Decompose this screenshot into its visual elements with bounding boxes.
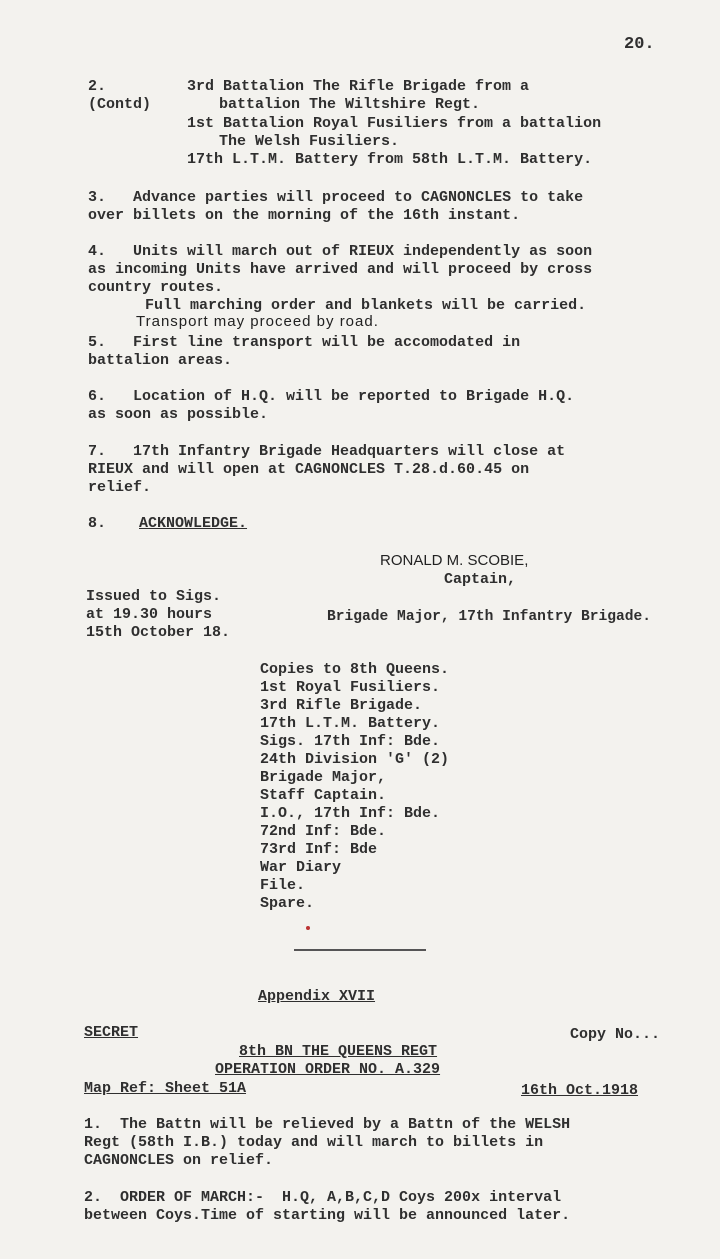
section-2-number: 2. [88,78,107,95]
section-2-line: 1st Battalion Royal Fusiliers from a battalion [187,115,602,132]
copies-item: 24th Division 'G' (2) [260,751,450,768]
signature-title: Brigade Major, 17th Infantry Brigade. [327,609,652,625]
section-2-line: 3rd Battalion The Rifle Brigade from a [187,78,530,95]
copies-item: 3rd Rifle Brigade. [260,697,423,714]
para-3-line: over billets on the morning of the 16th instant. [88,207,521,224]
appendix-para-2-line: 2. ORDER OF MARCH:- H.Q, A,B,C,D Coys 200x interval [84,1189,562,1206]
copy-number: Copy No... [570,1026,661,1043]
para-8-number: 8. [88,515,107,532]
copies-item: Brigade Major, [260,769,387,786]
appendix-para-1-line: 1. The Battn will be relieved by a Battn of the WELSH [84,1116,571,1133]
para-4-handtyped-line: Transport may proceed by road. [136,313,379,330]
para-7-line: 7. 17th Infantry Brigade Headquarters will close at [88,443,566,460]
copies-item: Sigs. 17th Inf: Bde. [260,733,441,750]
para-5-line: battalion areas. [88,352,233,369]
map-reference: Map Ref: Sheet 51A [84,1080,247,1097]
section-2-contd: (Contd) [88,96,152,113]
secret-label: SECRET [84,1024,139,1041]
appendix-para-1-line: CAGNONCLES on relief. [84,1152,274,1169]
copies-item: File. [260,877,306,894]
appendix-title: Appendix XVII [258,988,376,1005]
para-7-line: relief. [88,479,152,496]
operation-order: OPERATION ORDER NO. A.329 [215,1061,441,1078]
para-4-line: Full marching order and blankets will be carried. [145,297,587,314]
signature-rank: Captain, [444,571,517,588]
copies-item: War Diary [260,859,342,876]
copies-item: Copies to 8th Queens. [260,661,450,678]
section-divider [294,949,426,951]
para-5-line: 5. First line transport will be accomodated in [88,334,521,351]
section-2-line: battalion The Wiltshire Regt. [219,96,481,113]
unit-title: 8th BN THE QUEENS REGT [239,1043,438,1060]
section-2-line: The Welsh Fusiliers. [219,133,400,150]
para-6-line: as soon as possible. [88,406,269,423]
issued-line: Issued to Sigs. [86,588,222,605]
para-4-line: as incoming Units have arrived and will proceed by cross [88,261,593,278]
copies-item: Spare. [260,895,315,912]
copies-item: 17th L.T.M. Battery. [260,715,441,732]
copies-item: I.O., 17th Inf: Bde. [260,805,441,822]
acknowledge-text: ACKNOWLEDGE. [139,515,248,532]
section-2-line: 17th L.T.M. Battery from 58th L.T.M. Battery. [187,151,593,168]
order-date: 16th Oct.1918 [521,1082,639,1099]
appendix-para-1-line: Regt (58th I.B.) today and will march to billets in [84,1134,544,1151]
para-4-line: country routes. [88,279,224,296]
para-4-line: 4. Units will march out of RIEUX independently as soon [88,243,593,260]
copies-item: Staff Captain. [260,787,387,804]
page-number: 20. [624,35,655,54]
copies-item: 73rd Inf: Bde [260,841,378,858]
copies-item: 72nd Inf: Bde. [260,823,387,840]
ink-dot [306,926,310,930]
para-3-line: 3. Advance parties will proceed to CAGNONCLES to take [88,189,584,206]
issued-line: 15th October 18. [86,624,231,641]
appendix-para-2-line: between Coys.Time of starting will be announced later. [84,1207,571,1224]
copies-item: 1st Royal Fusiliers. [260,679,441,696]
signature-name: RONALD M. SCOBIE, [380,552,529,569]
issued-line: at 19.30 hours [86,606,213,623]
para-6-line: 6. Location of H.Q. will be reported to Brigade H.Q. [88,388,575,405]
para-7-line: RIEUX and will open at CAGNONCLES T.28.d.60.45 on [88,461,530,478]
